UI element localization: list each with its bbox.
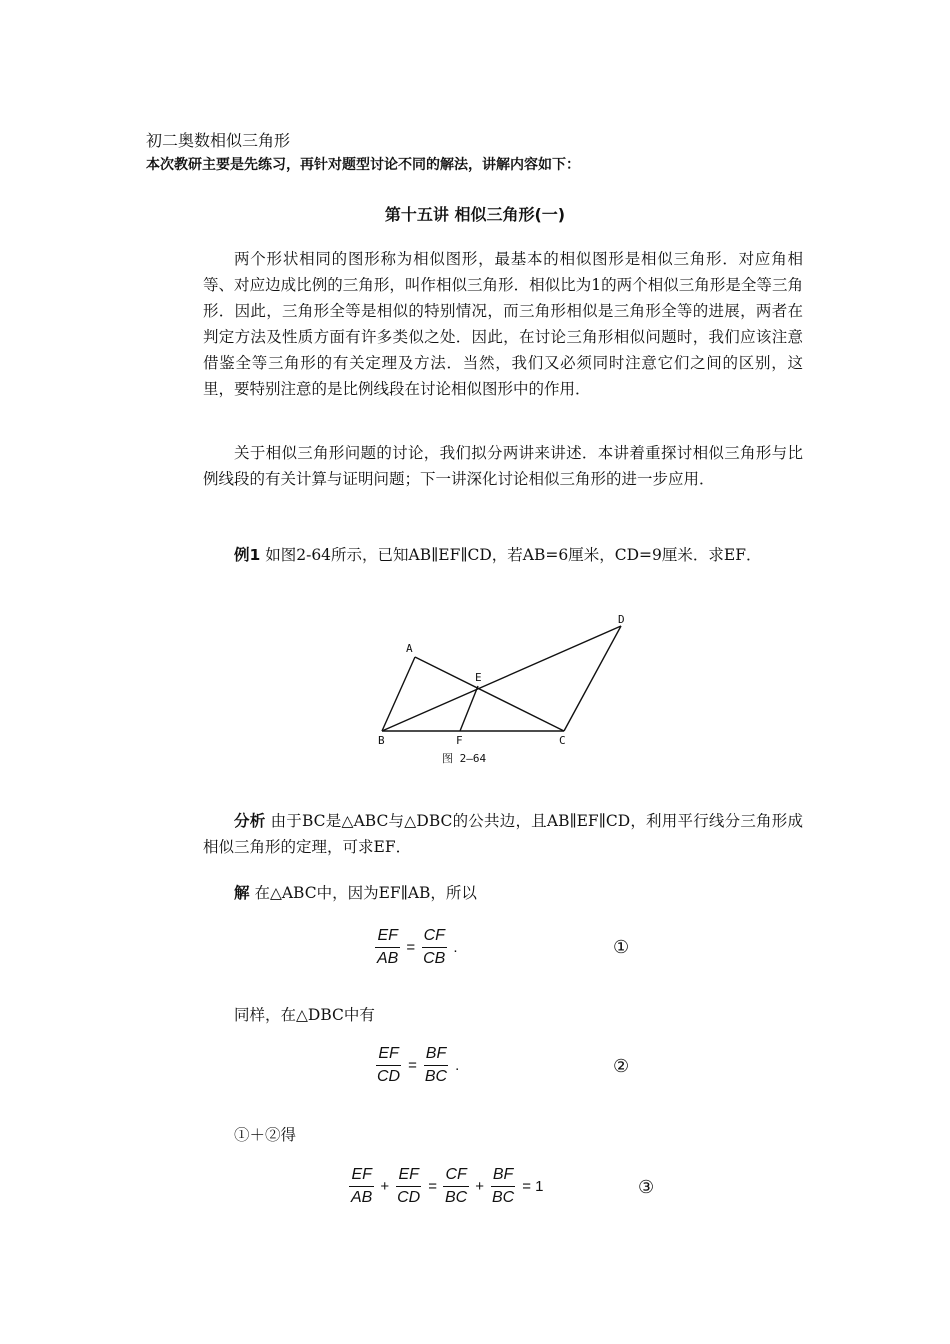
denominator: CD [377,1068,401,1085]
plan-paragraph: 关于相似三角形问题的讨论，我们拟分两讲来讲述．本讲着重探讨相似三角形与比例线段的有关计算与证明问题；下一讲深化讨论相似三角形的进一步应用． [203,444,803,488]
figure-caption: 图 2—64 [442,752,487,765]
solution-label: 解 [234,884,250,902]
document-title: 初二奥数相似三角形 [146,131,291,150]
segment-bd [382,626,621,731]
numerator: CF [443,1166,468,1187]
segment-cd [564,626,621,731]
equation-2 [372,1045,462,1086]
fraction [443,1166,469,1207]
fraction [423,1045,449,1086]
numerator: EF [375,927,399,948]
teaching-note: 本次教研主要是先练习，再针对题型讨论不同的解法，讲解内容如下： [146,157,580,173]
analysis-label: 分析 [234,812,266,830]
analysis-paragraph [203,808,803,860]
numerator: EF [349,1166,373,1187]
example-paragraph [203,542,803,568]
point-label-f: F [456,734,463,747]
denominator: CD [397,1189,421,1206]
fraction [395,1166,422,1207]
point-label-a: A [406,642,413,655]
denominator: BC [491,1189,515,1206]
denominator: BC [424,1068,448,1085]
period: . [455,1057,460,1074]
numerator: BF [491,1166,515,1187]
triangle-diagram [370,610,640,770]
example-text: 如图2-64所示，已知AB∥EF∥CD，若AB=6厘米，CD=9厘米．求EF． [260,546,762,564]
denominator: BC [444,1189,468,1206]
numerator: EF [376,1045,400,1066]
equals-sign: = [408,1057,417,1074]
numerator: EF [396,1166,420,1187]
solution-text: 在△ABC中，因为EF∥AB，所以 [249,884,477,902]
equals-sign: = [406,939,416,956]
plus-sign: + [475,1178,484,1195]
equation-marker-2: ② [613,1056,630,1077]
fraction [375,927,400,968]
point-label-e: E [475,671,482,684]
denominator: CB [423,950,446,967]
lecture-title: 第十五讲 相似三角形(一) [384,205,566,224]
equation-marker-3: ③ [638,1177,655,1198]
likewise-line: 同样，在△DBC中有 [234,1006,375,1024]
example-label: 例1 [234,546,261,564]
fraction [349,1166,374,1207]
point-label-d: D [618,613,625,626]
equals-sign: = [428,1178,437,1195]
segment-ac [415,657,564,731]
numerator: CF [422,927,447,948]
point-label-b: B [378,734,385,747]
period: . [453,939,458,956]
fraction [490,1166,516,1207]
fraction [421,927,447,968]
analysis-text: 由于BC是△ABC与△DBC的公共边，且AB∥EF∥CD，利用平行线分三角形成相似三角形的定理，可求EF． [203,812,803,856]
equation-1 [372,927,461,968]
equation-marker-1: ① [613,937,630,958]
numerator: BF [424,1045,448,1066]
denominator: AB [351,1189,373,1206]
point-label-c: C [559,734,566,747]
figure-2-64 [370,610,640,774]
fraction [375,1045,402,1086]
denominator: AB [377,950,399,967]
solution-paragraph [203,880,803,906]
result: = 1 [522,1178,544,1195]
intro-paragraph: 两个形状相同的图形称为相似图形，最基本的相似图形是相似三角形．对应角相等、对应边成比例的三角形，叫作相似三角形．相似比为1的两个相似三角形是全等三角形．因此，三角形全等是相似的特别情况，而三角形相似是三角形全等的进展，两者在判定方法及性质方面有许多类似之处．因此，在讨论三角形相似问题时，我们应该注意借鉴全等三角形的有关定理及方法．当然，我们又必须同时注意它们之间的区别，这里，要特别注意的是比例线段在讨论相似图形中的作用． [203,250,803,398]
sum-line: ①＋②得 [234,1126,297,1144]
plus-sign: + [380,1178,390,1195]
equation-3 [346,1166,547,1207]
segment-ab [382,657,415,731]
